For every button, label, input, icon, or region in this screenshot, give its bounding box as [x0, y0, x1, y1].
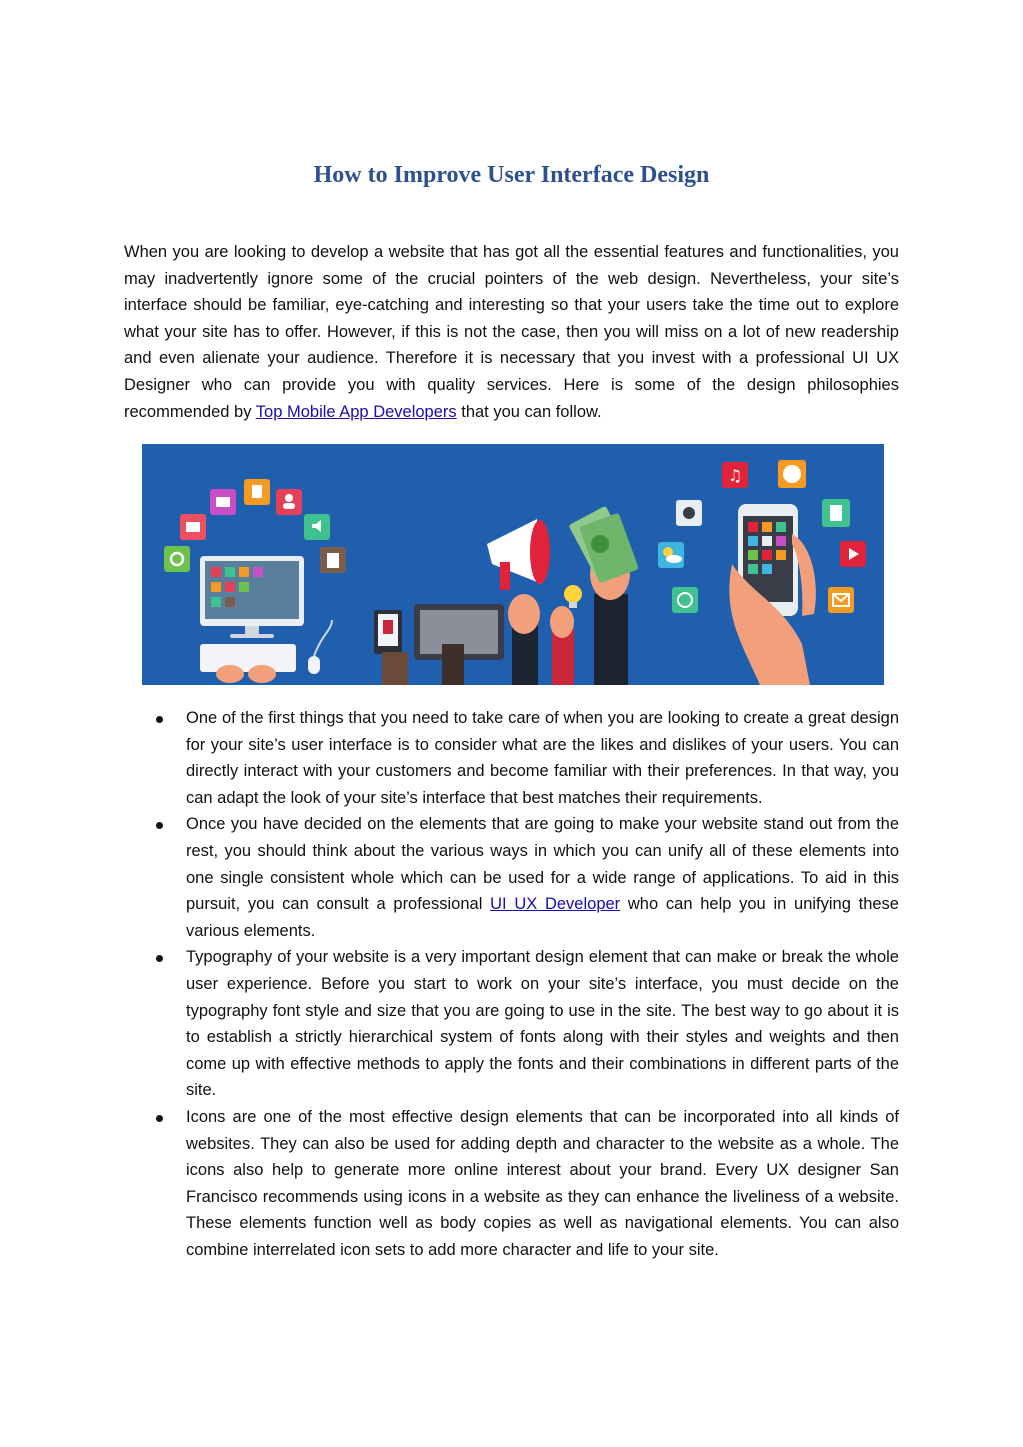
intro-paragraph — [124, 239, 899, 425]
volume-icon — [304, 514, 330, 540]
weather-icon — [658, 542, 684, 568]
phone-icon — [672, 587, 698, 613]
top-mobile-app-developers-link[interactable]: Top Mobile App Developers — [255, 402, 457, 421]
list-item — [186, 944, 899, 1104]
laptop-illustration — [374, 604, 504, 660]
list-item-text: Once you have decided on the elements that are going to make your website stand out from the rest, you should think about the various ways in which you can unify all of these elements into one single consistent whole which can be used for a wide range of applications. To aid in this pursuit, you can consult a professional — [186, 815, 899, 914]
play-icon — [840, 541, 866, 567]
smartphone-illustration — [729, 504, 816, 685]
document-icon — [320, 547, 346, 573]
bullet-icon — [156, 1115, 163, 1122]
list-item — [186, 1104, 899, 1264]
settings-icon — [164, 546, 190, 572]
list-item-text: Typography of your website is a very important design element that can make or break the whole user experience. Before you start to work on your site’s interface, you must decide on the typography font style and size that you are going to use in the site. The best way to go about it is to establish a strictly hierarchical system of fonts along with their styles and weights and then come up with effective methods to apply the fonts and their combinations in different parts of the site. — [186, 948, 899, 1100]
ui-ux-developer-link[interactable]: UI UX Developer — [490, 895, 621, 914]
megaphone-icon — [487, 519, 550, 590]
list-item-text: One of the first things that you need to take care of when you are looking to create a great design for your site’s user interface is to consider what are the likes and dislikes of your users. You can directly interact with your customers and become familiar with their preferences. In that way, you can adapt the look of your site’s interface that best matches their requirements. — [186, 709, 899, 807]
page-title: How to Improve User Interface Design — [313, 162, 710, 188]
list-item-text: Icons are one of the most effective design elements that can be incorporated into all kinds of websites. They can also be used for adding depth and character to the website as a whole. The icons also help to generate more online interest about your brand. Every UX designer San Francisco recommends using icons in a website as they can enhance the liveliness of a website. These elements function well as body copies as well as navigational elements. You can also combine interrelated icon sets to add more character and life to your site. — [186, 1107, 899, 1259]
trash-icon — [244, 479, 270, 505]
bullet-icon — [156, 716, 163, 723]
folder-icon — [210, 489, 236, 515]
bullet-icon — [156, 822, 163, 829]
intro-text: When you are looking to develop a website that has got all the essential features and functionalities, you may inadvertently ignore some of the crucial pointers of the web design. Nevertheless, your site’s interface should be familiar, eye-catching and interesting so that your users take the time out to explore what your site has to offer. However, if this is not the case, then you will miss on a lot of new readership and even alienate your audience. Therefore it is necessary that you invest with a professional UI UX Designer who can provide you with quality services. Here is some of the design philosophies recommended by — [124, 243, 899, 421]
list-item — [186, 705, 899, 811]
monitor-illustration — [200, 556, 332, 674]
user-icon — [276, 489, 302, 515]
hero-illustration — [142, 444, 884, 685]
list-item-text-end: who can help you in unifying these various elements. — [186, 895, 899, 940]
music-icon — [722, 462, 748, 488]
envelope-icon — [828, 587, 854, 613]
intro-text-end: that you can follow. — [456, 402, 602, 421]
mail-icon — [180, 514, 206, 540]
svg-text:♫: ♫ — [727, 466, 743, 485]
design-tips-list — [186, 705, 899, 1263]
money-icon — [568, 506, 639, 584]
bullet-icon — [156, 955, 163, 962]
clock-icon — [778, 460, 806, 488]
camera-icon — [676, 500, 702, 526]
list-item — [186, 811, 899, 944]
lightbulb-icon — [564, 585, 582, 608]
map-icon — [822, 499, 850, 527]
